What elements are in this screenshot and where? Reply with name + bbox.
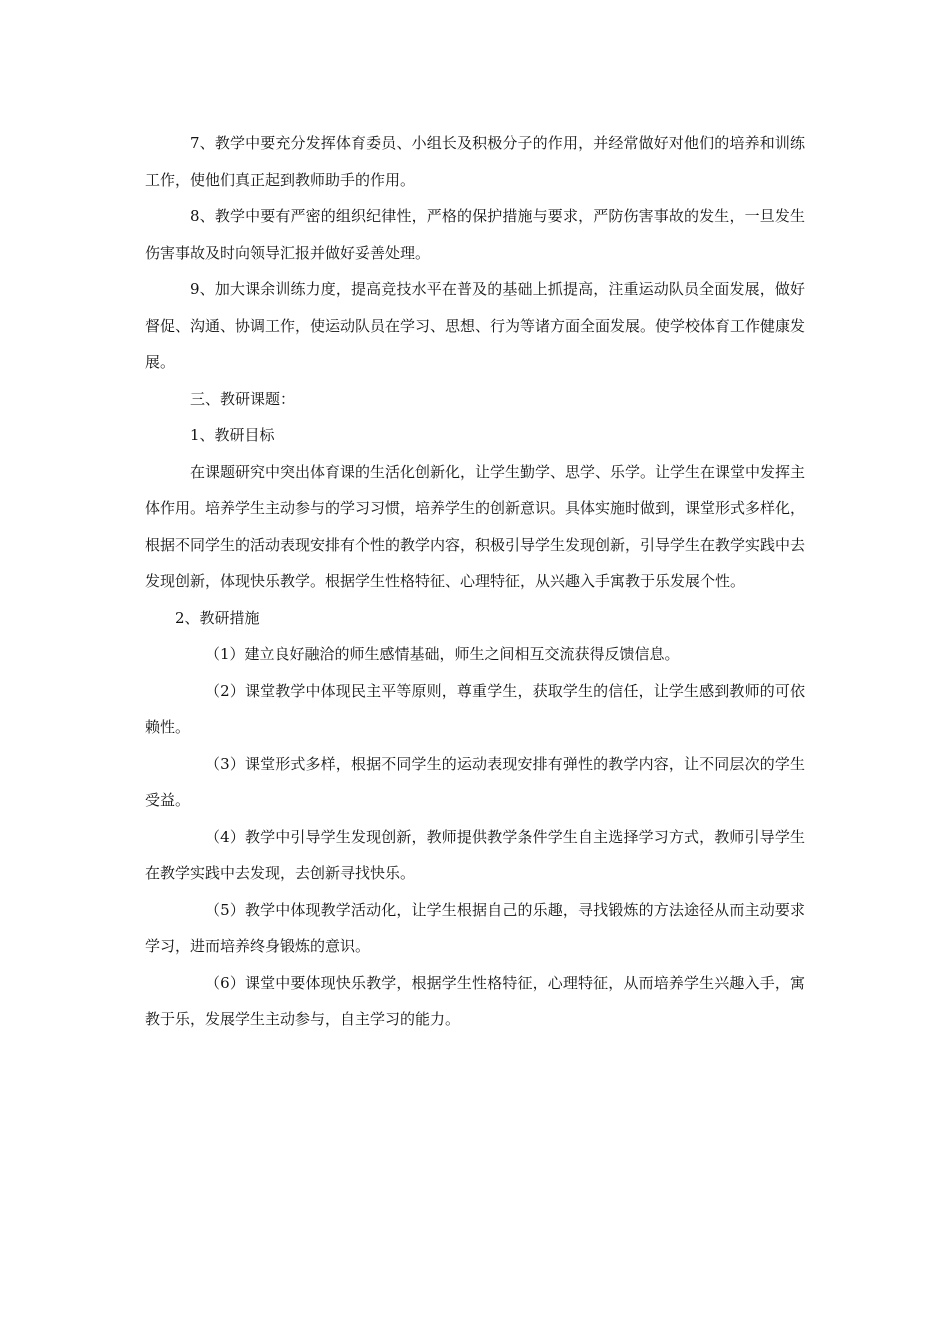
paragraph-item-8: 8、教学中要有严密的组织纪律性，严格的保护措施与要求，严防伤害事故的发生，一旦发生伤害事故及时向领导汇报并做好妥善处理。 bbox=[145, 207, 805, 262]
subheading-research-measures: 2、教研措施 bbox=[175, 608, 260, 627]
measure-item-3: （3）课堂形式多样，根据不同学生的运动表现安排有弹性的教学内容，让不同层次的学生受益。 bbox=[145, 754, 805, 809]
subheading-research-goal: 1、教研目标 bbox=[190, 426, 275, 444]
paragraph-item-7: 7、教学中要充分发挥体育委员、小组长及积极分子的作用，并经常做好对他们的培养和训练工作，使他们真正起到教师助手的作用。 bbox=[145, 134, 805, 189]
measure-item-2: （2）课堂教学中体现民主平等原则，尊重学生，获取学生的信任，让学生感到教师的可依赖性。 bbox=[145, 681, 805, 736]
document-page bbox=[145, 125, 805, 1038]
measure-item-4: （4）教学中引导学生发现创新，教师提供教学条件学生自主选择学习方式，教师引导学生在教学实践中去发现，去创新寻找快乐。 bbox=[145, 827, 805, 882]
section-heading-research: 三、教研课题： bbox=[190, 389, 296, 408]
paragraph-item-9: 9、加大课余训练力度，提高竞技水平在普及的基础上抓提高，注重运动队员全面发展，做好督促、沟通、协调工作，使运动队员在学习、思想、行为等诸方面全面发展。使学校体育工作健康发展。 bbox=[145, 280, 806, 371]
measure-item-1: （1）建立良好融洽的师生感情基础，师生之间相互交流获得反馈信息。 bbox=[205, 645, 680, 663]
measure-item-6: （6）课堂中要体现快乐教学，根据学生性格特征，心理特征，从而培养学生兴趣入手，寓教于乐，发展学生主动参与，自主学习的能力。 bbox=[145, 973, 805, 1028]
research-goal-paragraph: 在课题研究中突出体育课的生活化创新化，让学生勤学、思学、乐学。让学生在课堂中发挥主体作用。培养学生主动参与的学习习惯，培养学生的创新意识。具体实施时做到，课堂形式多样化，根据不同学生的活动表现安排有个性的教学内容，积极引导学生发现创新，引导学生在教学实践中去发现创新，体现快乐教学。根据学生性格特征、心理特征，从兴趣入手寓教于乐发展个性。 bbox=[145, 462, 806, 590]
measure-item-5: （5）教学中体现教学活动化，让学生根据自己的乐趣，寻找锻炼的方法途径从而主动要求学习，进而培养终身锻炼的意识。 bbox=[145, 900, 805, 955]
